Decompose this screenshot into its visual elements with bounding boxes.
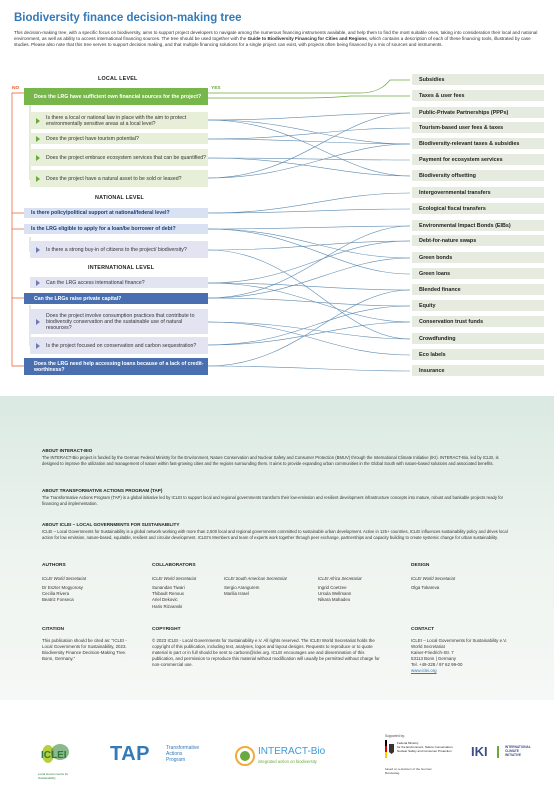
- instrument-item[interactable]: Taxes & user fees: [412, 90, 544, 101]
- question-consumption-practices[interactable]: [30, 309, 208, 334]
- collab-name: Marilia Israel: [224, 591, 249, 597]
- question-text: Does the project have a natural asset to be sold or leased?: [46, 175, 182, 182]
- about-interact-bio: [42, 448, 512, 466]
- copyright-text: © 2023 ICLEI - Local Governments for Sustainability e.V. All rights reserved. The ICLEI World Secretariat holds the copyright of this publication, including text, analyses, logos and layout designs. Requests to reproduce or to quote material in part or in full should be sent to carbonn@iclei.org. ICLEI encourages use and dissemination of this publication, and permission to reproduce this material without modification will usually be permitted without charge for non-commercial use.: [152, 638, 380, 667]
- tap-line: Program: [166, 757, 186, 763]
- instrument-item[interactable]: Biodiversity offsetting: [412, 170, 544, 181]
- contact-line: Kaiser-Friedrich-Str. 7: [411, 650, 454, 655]
- tap-line: Transformative: [166, 745, 200, 751]
- question-text: Is there a local or national law in place with the aim to protect environmentally sensitive areas at a local level?: [46, 114, 187, 127]
- question-international-finance[interactable]: [30, 277, 208, 288]
- collab-name: Sergio Arangurem: [224, 585, 260, 590]
- about-heading: ABOUT INTERACT-BIO: [42, 448, 93, 453]
- collab-name: Ingrid Coetzee: [318, 585, 347, 590]
- authors-heading: AUTHORS: [42, 563, 66, 568]
- citation-text: This publication should be cited as: "ICLEI - Local Governments for Sustainability, 2023. Biodiversity Finance Decision-Making Tree. Bonn, Germany.": [42, 638, 127, 661]
- instrument-item[interactable]: Subsidies: [412, 74, 544, 85]
- iki-line: INTERNATIONAL: [505, 745, 531, 749]
- about-heading: ABOUT ICLEI – LOCAL GOVERNMENTS FOR SUSTAINABILITY: [42, 522, 180, 527]
- iki-bar-icon: [497, 746, 503, 758]
- tap-logo: TAP: [110, 743, 151, 765]
- logo-footer: [0, 700, 554, 793]
- copyright-heading: COPYRIGHT: [152, 627, 181, 632]
- question-citizen-buyin[interactable]: [30, 241, 208, 258]
- german-flag-icon: [385, 740, 395, 758]
- ministry-line: Federal Ministry: [397, 741, 419, 745]
- guide-link[interactable]: Guide to Biodiversity Financing for Cities and Regions: [247, 36, 367, 42]
- design-heading: DESIGN: [411, 563, 430, 568]
- ministry-line: for the Environment, Nature Conservation,: [397, 744, 454, 749]
- ministry-line: Nuclear Safety and Consumer Protection: [397, 748, 452, 753]
- page-title: Biodiversity finance decision-making tree: [14, 12, 242, 24]
- contact-line: ICLEI – Local Governments for Sustainability e.V.: [411, 638, 507, 643]
- triangle-icon: [36, 136, 40, 142]
- authors-list: [42, 585, 83, 604]
- author-name: Dr Eszter Mogyorosy: [42, 585, 83, 590]
- triangle-icon: [36, 176, 40, 182]
- ministry-name: [397, 742, 453, 753]
- instrument-item[interactable]: Biodiversity-relevant taxes & subsidies: [412, 138, 544, 149]
- collab-org: ICLEI World Secretariat: [152, 576, 196, 581]
- interact-bio-tagline: integrated action on biodiversity: [258, 759, 317, 764]
- question-text: Does the project have tourism potential?: [46, 135, 139, 142]
- author-name: Cecilia Rivera: [42, 591, 70, 597]
- authors-org: ICLEI World Secretariat: [42, 576, 86, 581]
- question-text: Does the project involve consumption practices that contribute to biodiversity conservation and the sustainable use of natural resources?: [46, 312, 195, 331]
- collab-name: Ursula Wellmann: [318, 591, 352, 597]
- instrument-item[interactable]: Green bonds: [412, 252, 544, 263]
- citation-heading: CITATION: [42, 627, 64, 632]
- collab-org: ICLEI Africa Secretariat: [318, 576, 362, 581]
- question-local-law[interactable]: [30, 112, 208, 129]
- triangle-icon: [36, 155, 40, 161]
- collaborators-heading: COLLABORATORS: [152, 563, 196, 568]
- instrument-item[interactable]: Intergovernmental transfers: [412, 187, 544, 198]
- question-text: Does the LRG need help accessing loans because of a lack of credit-worthiness?: [34, 360, 204, 373]
- triangle-icon: [36, 247, 40, 253]
- collab-name: Ariel Dekovic: [152, 597, 178, 603]
- instrument-item[interactable]: Conservation trust funds: [412, 316, 544, 327]
- author-name: Beatriz Fonseca: [42, 597, 74, 603]
- question-loan-eligible[interactable]: [24, 224, 208, 234]
- question-text: Is there a strong buy-in of citizens to the project/ biodiversity?: [46, 246, 187, 253]
- collab-list: [224, 585, 259, 597]
- triangle-icon: [36, 343, 40, 349]
- tap-line: Actions: [166, 751, 183, 757]
- instrument-item[interactable]: Ecological fiscal transfers: [412, 203, 544, 214]
- question-credit-worthiness[interactable]: [24, 358, 208, 375]
- question-text: Is the project focused on conservation and carbon sequestration?: [46, 342, 197, 349]
- iki-logo: IKI: [471, 744, 488, 759]
- instrument-item[interactable]: Environmental Impact Bonds (EIBs): [412, 220, 544, 231]
- instrument-item[interactable]: Eco labels: [412, 349, 544, 360]
- question-policy-support[interactable]: [24, 208, 208, 218]
- about-text: The Transformative Actions Program (TAP) is a global initiative led by ICLEI to support local and regional governments transform their low-emission and resilient development infrastructure concepts into mature, robust and bankable projects ready for financing and implementation.: [42, 495, 504, 506]
- decision-tree-section: [0, 0, 554, 395]
- collab-list: [318, 585, 351, 604]
- level-local: LOCAL LEVEL: [98, 76, 138, 82]
- question-text: Does the LRG have sufficient own financial sources for the project?: [34, 93, 202, 100]
- yes-label: YES: [211, 86, 221, 91]
- intro-text-2: , which contains a description of each of these financing tools, illustrated by case studies. Please also note that this tree serves to support decision making, and that multiple financing solutions for a single project can exist, with projects often being financed by a mix of sources and instruments.: [14, 36, 531, 48]
- triangle-icon: [36, 118, 40, 124]
- question-text: Does the project embrace ecosystem services that can be quantified?: [46, 154, 207, 161]
- question-carbon-sequestration[interactable]: [30, 337, 208, 354]
- instrument-item[interactable]: Blended finance: [412, 284, 544, 295]
- about-tap: [42, 488, 512, 506]
- collab-name: Haris Rizvanski: [152, 603, 183, 609]
- about-heading: ABOUT TRANSFORMATIVE ACTIONS PROGRAM (TAP): [42, 488, 163, 493]
- interact-bio-logo: INTERACT-Bio: [258, 746, 326, 757]
- collab-name: Thibault Renoux: [152, 591, 184, 597]
- triangle-icon: [36, 319, 40, 325]
- level-national: NATIONAL LEVEL: [95, 195, 145, 201]
- website-link[interactable]: www.iclei.org: [411, 668, 437, 673]
- iclei-leaf-icon: [38, 740, 76, 768]
- contact-block: [411, 638, 531, 674]
- collab-name: Nikara Mahadeo: [318, 597, 351, 603]
- contact-heading: CONTACT: [411, 627, 435, 632]
- question-ecosystem-services[interactable]: [30, 149, 208, 166]
- question-private-capital[interactable]: [24, 293, 208, 304]
- contact-line: 53113 Bonn | Germany: [411, 656, 456, 661]
- interact-bio-icon: [234, 745, 256, 767]
- question-text: Is there policy/political support at national/federal level?: [31, 210, 170, 216]
- no-label: NO: [12, 86, 20, 91]
- instrument-item[interactable]: Insurance: [412, 365, 544, 376]
- about-text: The INTERACT-Bio project is funded by the German Federal Ministry for the Environment, Nature Conservation and Nuclear Safety and Consumer Protection (BMUV) through the International Climate Initiative (IKI). INTERACT-Bio, led by ICLEI, is designed to improve the utilization and management of nature within fast-growing cities and the regions surrounding them. It aims to provide expanding urban communities in the Global South with nature-based solutions and associated benefits.: [42, 455, 499, 466]
- instrument-item[interactable]: Crowdfunding: [412, 333, 544, 344]
- level-international: INTERNATIONAL LEVEL: [88, 265, 155, 271]
- contact-line: Tel. +49-228 / 97 62 99-00: [411, 662, 463, 667]
- collab-org: ICLEI South American Secretariat: [224, 576, 287, 581]
- instrument-item[interactable]: Public-Private Partnerships (PPPs): [412, 107, 544, 118]
- iki-line: CLIMATE: [505, 748, 519, 753]
- contact-line: World Secretariat: [411, 644, 445, 649]
- question-text: Can the LRGs raise private capital?: [34, 295, 122, 302]
- about-text: ICLEI – Local Governments for Sustainability is a global network working with more than 2,500 local and regional governments committed to sustainable urban development. Active in 125+ countries, ICLEI influences sustainability policy and drives local action for low emission, nature-based, equitable, resilient and circular development. ICLEI's Members and team of experts work together through peer exchange, partnerships and capacity building to create systemic change for urban sustainability.: [42, 529, 508, 540]
- question-text: Is the LRG eligible to apply for a loan/be borrower of debt?: [31, 226, 176, 232]
- iki-tagline: [505, 746, 531, 757]
- instrument-item[interactable]: Tourism-based user fees & taxes: [412, 122, 544, 133]
- iclei-logo: [38, 740, 76, 780]
- supported-by: Supported by:: [385, 734, 405, 738]
- intro-text-1: This decision-making tree, with a specific focus on biodiversity, aims to support project developers to navigate among the numerous financing instruments available, and help them to find the most suitable ones, taking into consideration their local and national environment, as well as ability to access international financing sources. The tree should be used together with the: [14, 30, 538, 42]
- iclei-wordmark: ICLEI: [41, 750, 67, 761]
- instrument-item[interactable]: Green loans: [412, 268, 544, 279]
- designer-name: Olga Tokareva: [411, 585, 440, 590]
- about-iclei: [42, 522, 512, 540]
- instrument-item[interactable]: Debt-for-nature swaps: [412, 235, 544, 246]
- question-text: Can the LRG access international finance?: [46, 279, 145, 286]
- collab-list: [152, 585, 185, 610]
- instrument-item[interactable]: Equity: [412, 300, 544, 311]
- question-own-sources[interactable]: [24, 88, 208, 105]
- question-tourism[interactable]: [30, 133, 208, 144]
- design-org: ICLEI World Secretariat: [411, 576, 455, 581]
- instrument-item[interactable]: Payment for ecosystem services: [412, 154, 544, 165]
- question-natural-asset[interactable]: [30, 170, 208, 187]
- iclei-tagline: Local Governments for Sustainability: [38, 772, 69, 780]
- collab-name: Sunandan Tiwari: [152, 585, 185, 590]
- iki-line: INITIATIVE: [505, 752, 522, 757]
- tap-tagline: [166, 745, 199, 763]
- triangle-icon: [36, 280, 40, 286]
- bundestag-note: based on a decision of the German Bundestag: [385, 767, 432, 775]
